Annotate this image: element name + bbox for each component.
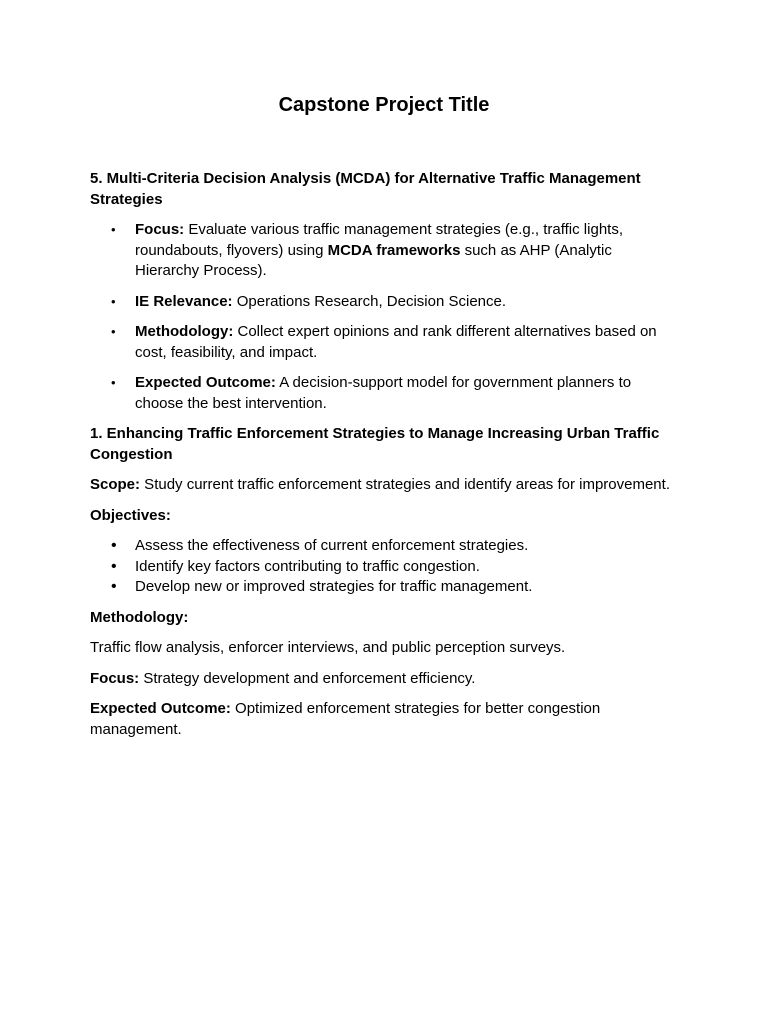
- mcda-bullet-list: [90, 220, 678, 414]
- ie-relevance-text: Operations Research, Decision Science.: [232, 292, 507, 310]
- expected-outcome-text: Optimized enforcement strategies for better congestion management.: [90, 700, 601, 738]
- focus-text: Strategy development and enforcement efficiency.: [139, 669, 476, 687]
- list-item-ie-relevance: [90, 292, 678, 313]
- objectives-label: Objectives:: [90, 506, 171, 524]
- bullet-icon: •: [111, 537, 117, 554]
- bullet-icon: •: [111, 324, 116, 339]
- section-heading-enforcement: 1. Enhancing Traffic Enforcement Strategies to Manage Increasing Urban Traffic Congestion: [90, 425, 660, 463]
- section-heading-mcda: 5. Multi-Criteria Decision Analysis (MCDA) for Alternative Traffic Management Strategies: [90, 170, 641, 208]
- focus-label: Focus:: [135, 221, 185, 238]
- bullet-icon: •: [111, 222, 116, 237]
- list-item: [90, 536, 678, 557]
- focus-label: Focus:: [90, 669, 140, 687]
- bullet-icon: •: [111, 293, 116, 309]
- objectives-heading: [90, 506, 678, 527]
- focus-paragraph: [90, 669, 678, 690]
- list-item-methodology: [90, 322, 678, 363]
- methodology-label: Methodology:: [90, 608, 189, 626]
- focus-text-b: such as AHP (Analytic Hierarchy Process).: [135, 241, 612, 279]
- methodology-text: Collect expert opinions and rank different alternatives based on cost, feasibility, and impact.: [135, 323, 657, 361]
- ie-relevance-label: IE Relevance:: [135, 292, 233, 310]
- expected-outcome-text: A decision-support model for government planners to choose the best intervention.: [135, 374, 632, 412]
- expected-outcome-label: Expected Outcome:: [135, 374, 276, 391]
- scope-label: Scope:: [90, 476, 141, 493]
- list-item: [90, 577, 678, 598]
- bullet-icon: •: [111, 578, 117, 595]
- focus-text-a: Evaluate various traffic management strategies (e.g., traffic lights, roundabouts, flyovers) using: [135, 221, 623, 259]
- objective-text: Develop new or improved strategies for traffic management.: [135, 578, 533, 595]
- methodology-label: Methodology:: [135, 323, 234, 340]
- mcda-frameworks-text: MCDA frameworks: [327, 241, 461, 259]
- scope-paragraph: [90, 475, 678, 496]
- objective-text: Identify key factors contributing to traffic congestion.: [135, 557, 480, 575]
- bullet-icon: •: [111, 557, 117, 575]
- list-item: [90, 557, 678, 578]
- objectives-list: [90, 536, 678, 598]
- page-title: Capstone Project Title: [278, 94, 490, 116]
- list-item-focus: [90, 220, 678, 282]
- expected-outcome-paragraph: [90, 699, 678, 740]
- scope-text: Study current traffic enforcement strategies and identify areas for improvement.: [140, 476, 670, 493]
- methodology-heading: [90, 608, 678, 629]
- bullet-icon: •: [111, 375, 116, 390]
- expected-outcome-label: Expected Outcome:: [90, 700, 231, 717]
- methodology-paragraph: Traffic flow analysis, enforcer interviews, and public perception surveys.: [90, 639, 566, 656]
- list-item-expected-outcome: [90, 373, 678, 414]
- objective-text: Assess the effectiveness of current enforcement strategies.: [135, 537, 529, 554]
